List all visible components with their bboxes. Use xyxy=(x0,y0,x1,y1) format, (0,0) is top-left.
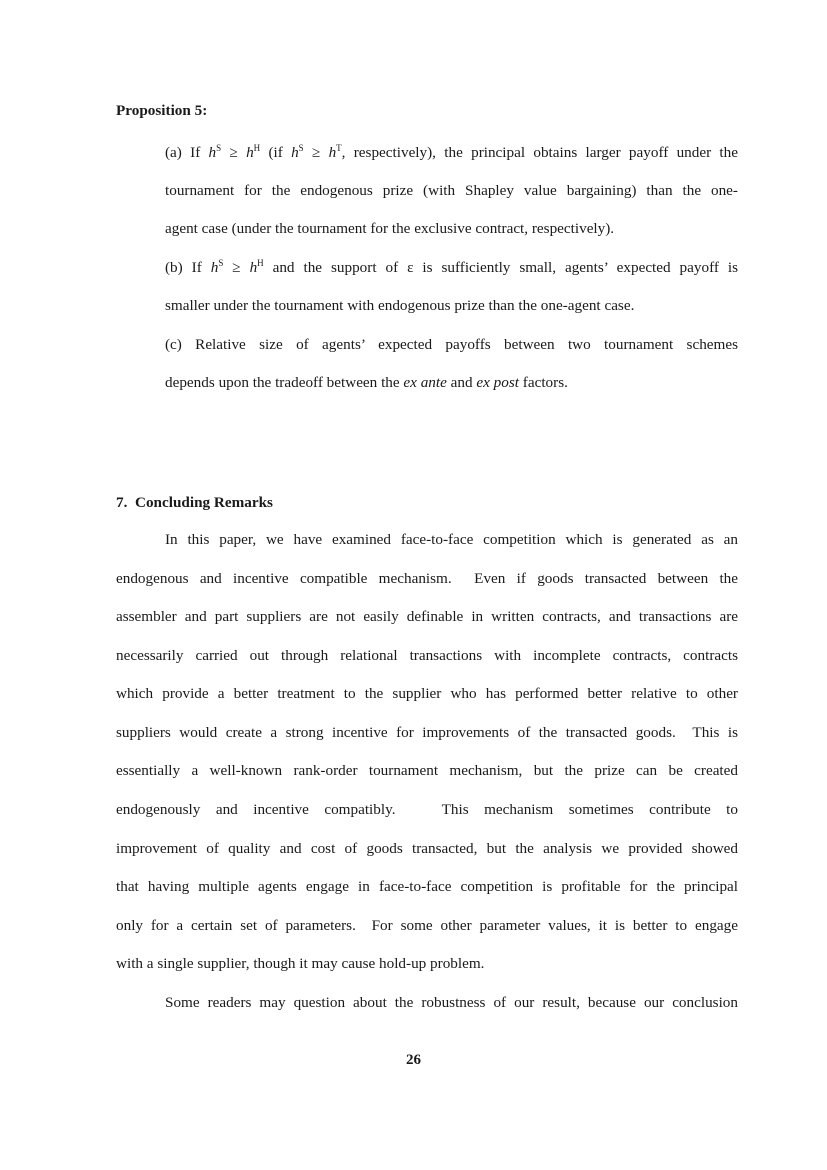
section-heading: 7. Concluding Remarks xyxy=(116,494,273,511)
page-number: 26 xyxy=(406,1052,421,1068)
section-line-4: necessarily carried out through relational transactions with incomplete contracts, contracts xyxy=(116,647,738,664)
paragraph-2-line-1: Some readers may question about the robustness of our result, because our conclusion xyxy=(165,994,738,1011)
proposition-a-line-1: (a) If $h^S \ge h^H$ (if $h^S \ge h^T$, respectively), the principal obtains larger payoff under the xyxy=(165,143,738,161)
proposition-heading: Proposition 5: xyxy=(116,102,208,119)
proposition-b-line-2: smaller under the tournament with endogenous prize than the one-agent case. xyxy=(165,297,635,314)
section-line-5: which provide a better treatment to the supplier who has performed better relative to other xyxy=(116,685,738,702)
section-line-1: In this paper, we have examined face-to-face competition which is generated as an xyxy=(165,531,738,548)
section-line-11: only for a certain set of parameters. For some other parameter values, it is better to engage xyxy=(116,917,738,934)
proposition-b-line-1: (b) If $h^S \ge h^H$ and the support of ε is sufficiently small, agents’ expected payoff is xyxy=(165,258,738,276)
proposition-c-line-1: (c) Relative size of agents’ expected payoffs between two tournament schemes xyxy=(165,336,738,353)
section-line-6: suppliers would create a strong incentive for improvements of the transacted goods. This is xyxy=(116,724,738,741)
section-line-7: essentially a well-known rank-order tournament mechanism, but the prize can be created xyxy=(116,762,738,779)
proposition-a-line-3: agent case (under the tournament for the exclusive contract, respectively). xyxy=(165,220,615,237)
section-line-9: improvement of quality and cost of goods transacted, but the analysis we provided showed xyxy=(116,840,738,857)
section-line-12: with a single supplier, though it may cause hold-up problem. xyxy=(116,955,485,972)
proposition-c-line-2: depends upon the tradeoff between the ex ante and ex post factors. xyxy=(165,374,568,391)
section-line-3: assembler and part suppliers are not easily definable in written contracts, and transactions are xyxy=(116,608,738,625)
section-line-2: endogenous and incentive compatible mechanism. Even if goods transacted between the xyxy=(116,570,738,587)
section-line-8: endogenously and incentive compatibly. This mechanism sometimes contribute to xyxy=(116,801,738,818)
section-line-10: that having multiple agents engage in face-to-face competition is profitable for the principal xyxy=(116,878,738,895)
proposition-a-line-2: tournament for the endogenous prize (with Shapley value bargaining) than the one- xyxy=(165,182,738,199)
